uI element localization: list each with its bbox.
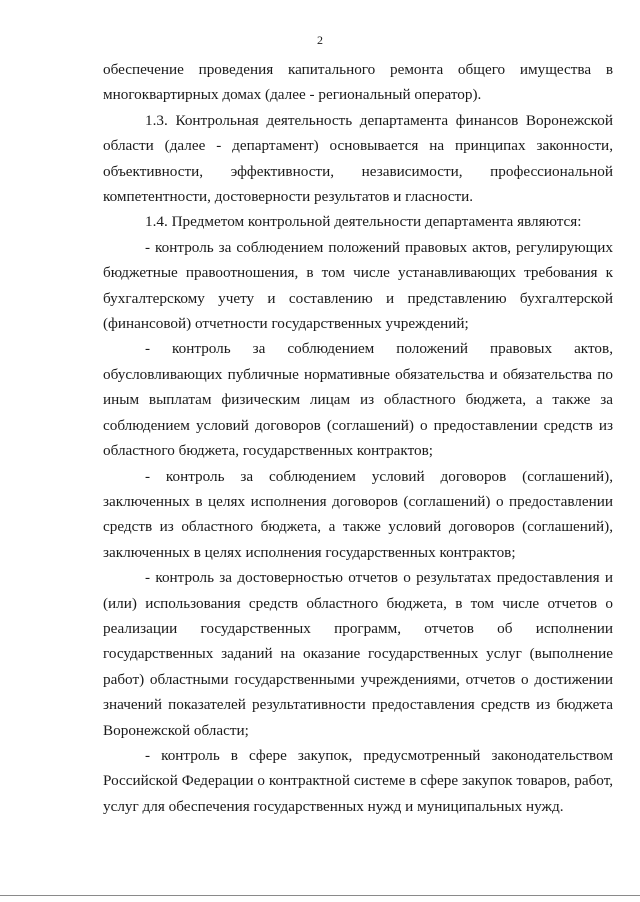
page-number: 2 [317,33,323,47]
paragraph-1-3: 1.3. Контрольная деятельность департамента финансов Воронежской области (далее - департамент) основывается на принципах законности, объективности, эффективности, независимости, профессиональной компетентности, достоверности результатов и гласности. [103,111,613,206]
paragraph-continuation: обеспечение проведения капитального ремонта общего имущества в многоквартирных домах (далее - региональный оператор). [103,61,613,104]
list-item-budget-legal-acts: - контроль за соблюдением положений правовых актов, регулирующих бюджетные правоотношения, в том числе устанавливающих требования к бухгалтерскому учету и составлению и представлению бухгалтерской (финансовой) отчетности государственных учреждений; [103,238,613,333]
list-item-public-obligations: - контроль за соблюдением положений правовых актов, обусловливающих публичные нормативные обязательства и обязательства по иным выплатам физическим лицам из областного бюджета, а также за соблюдением условий договоров (соглашений) о предоставлении средств из областного бюджета, государственных контрактов; [103,340,613,460]
list-item-report-reliability: - контроль за достоверностью отчетов о результатах предоставления и (или) использования средств областного бюджета, в том числе отчетов о реализации государственных программ, отчетов об исполнении государственных заданий на оказание государственных услуг (выполнение работ) областными государственными учреждениями, отчетов о достижении значений показателей результативности предоставления средств из бюджета Воронежской области; [103,569,613,739]
document-body [103,57,613,819]
list-item-procurement-control: - контроль в сфере закупок, предусмотренный законодательством Российской Федерации о контрактной системе в сфере закупок товаров, работ, услуг для обеспечения государственных нужд и муниципальных нужд. [103,746,613,815]
page-bottom-rule [0,895,640,896]
paragraph-1-4: 1.4. Предметом контрольной деятельности департамента являются: [145,213,582,231]
list-item-contract-conditions: - контроль за соблюдением условий договоров (соглашений), заключенных в целях исполнения договоров (соглашений) о предоставлении средств из областного бюджета, а также условий договоров (соглашений), заключенных в целях исполнения государственных контрактов; [103,467,613,561]
